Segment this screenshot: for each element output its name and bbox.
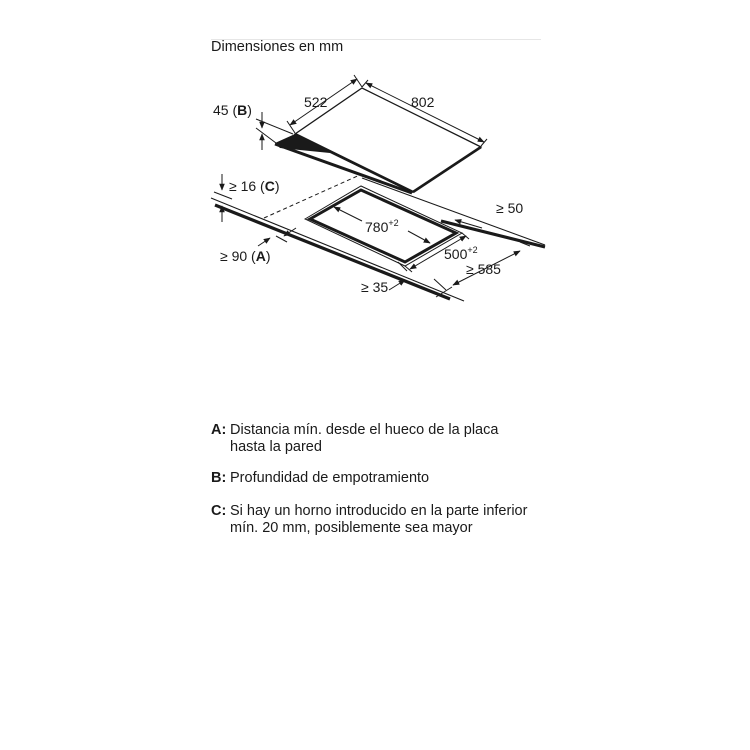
thickness-value: 45 bbox=[213, 102, 229, 118]
under-gap-value: ≥ 16 bbox=[229, 178, 257, 194]
wall-gap-label: ≥ 90 (A) bbox=[220, 248, 271, 264]
thickness-key: B bbox=[237, 102, 248, 118]
under-gap-key: C bbox=[264, 178, 275, 194]
cut-width-label bbox=[365, 218, 399, 235]
cut-depth-value: 500 bbox=[444, 246, 468, 262]
page-title: Dimensiones en mm bbox=[211, 39, 344, 55]
legend-text-c: Si hay un horno introducido en la parte inferior mín. 20 mm, posiblemente sea mayor bbox=[230, 503, 528, 536]
hob-underside bbox=[275, 144, 412, 193]
wall-gap-value: ≥ 90 bbox=[220, 248, 248, 264]
legend-text-a: Distancia mín. desde el hueco de la placa hasta la pared bbox=[230, 422, 499, 455]
cut-width-value: 780 bbox=[365, 219, 389, 235]
wall-gap-key: A bbox=[255, 248, 266, 264]
depth-label: 522 bbox=[304, 94, 328, 110]
cut-width-tol: +2 bbox=[388, 218, 399, 228]
hob-right-edge bbox=[413, 147, 481, 192]
legend-item-c bbox=[211, 503, 531, 537]
legend-item-a bbox=[211, 422, 531, 456]
legend-key-b: B: bbox=[211, 470, 227, 486]
worktop-depth-label: ≥ 585 bbox=[466, 261, 501, 277]
front-gap-label: ≥ 35 bbox=[361, 279, 389, 295]
legend-key-a: A: bbox=[211, 422, 227, 438]
cut-depth-tol: +2 bbox=[467, 245, 478, 255]
rear-gap-label: ≥ 50 bbox=[496, 200, 524, 216]
hob-body bbox=[275, 134, 413, 193]
width-label: 802 bbox=[411, 94, 435, 110]
cut-depth-label bbox=[444, 245, 478, 262]
legend-item-b bbox=[211, 470, 531, 487]
legend-text-b: Profundidad de empotramiento bbox=[230, 470, 430, 486]
thickness-label: 45 (B) bbox=[213, 102, 252, 118]
legend-key-c: C: bbox=[211, 503, 227, 519]
width-dimension bbox=[362, 80, 487, 146]
under-gap-label: ≥ 16 (C) bbox=[229, 178, 280, 194]
